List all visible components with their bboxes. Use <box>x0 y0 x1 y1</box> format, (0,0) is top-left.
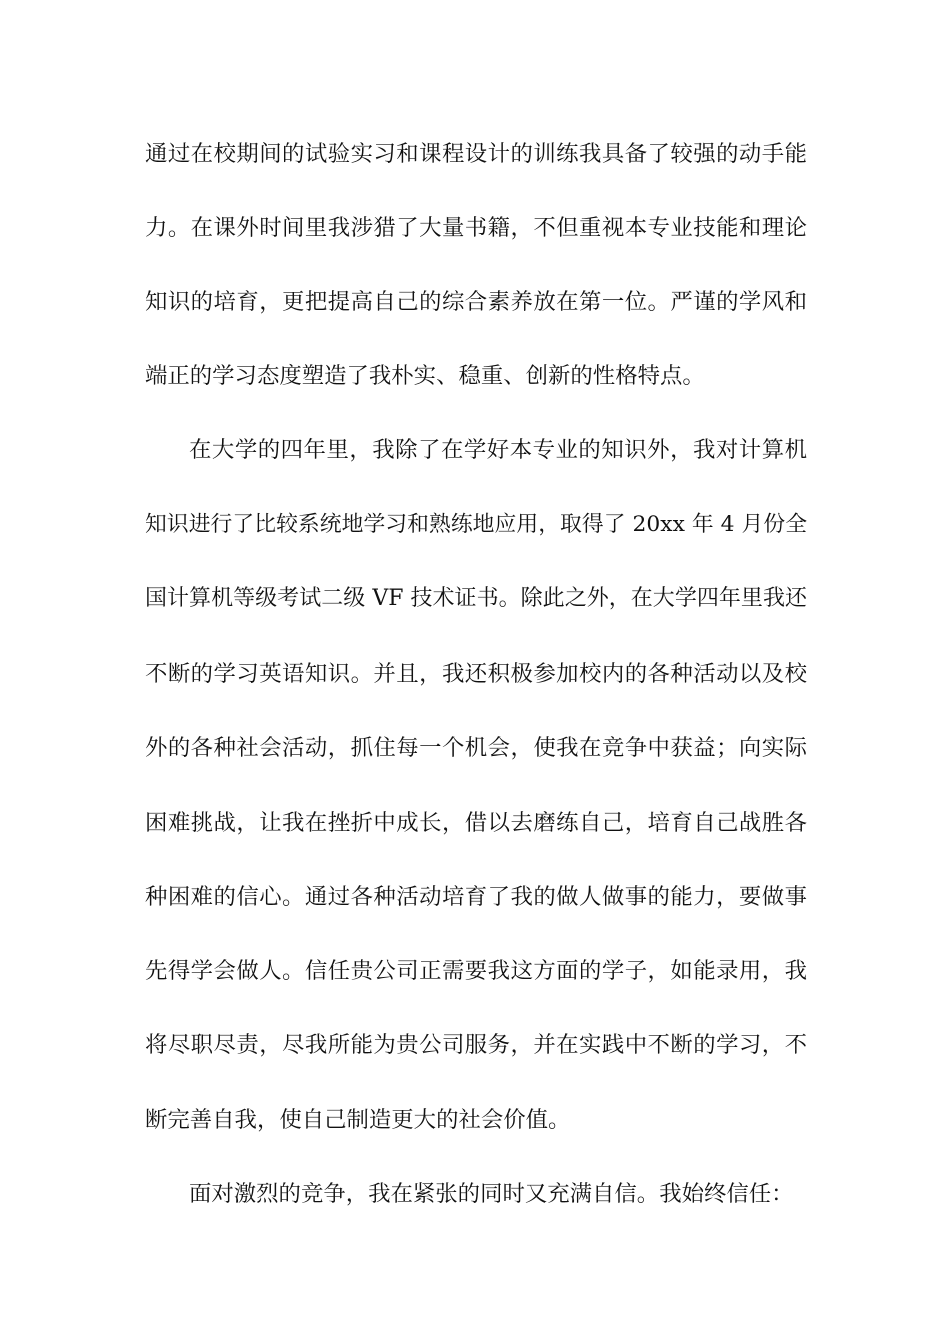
text-line-4: 端正的学习态度塑造了我朴实、稳重、创新的性格特点。 <box>145 363 705 389</box>
text-line-2: 力。在课外时间里我涉猎了大量书籍，不但重视本专业技能和理论 <box>145 215 807 241</box>
paragraph-3-first-line: 面对激烈的竞争，我在紧张的同时又充满自信。我始终信任： <box>189 1181 794 1207</box>
text-line-1: 通过在校期间的试验实习和课程设计的训练我具备了较强的动手能 <box>145 141 807 167</box>
text-line-7: 国计算机等级考试二级 VF 技术证书。除此之外，在大学四年里我还 <box>145 586 807 611</box>
text-line-10: 困难挑战，让我在挫折中成长，借以去磨练自己，培育自己战胜各 <box>145 810 807 836</box>
text-line-6: 知识进行了比较系统地学习和熟练地应用，取得了 20xx 年 4 月份全 <box>145 512 807 537</box>
text-line-8: 不断的学习英语知识。并且，我还积极参加校内的各种活动以及校 <box>145 661 807 687</box>
text-line-12: 先得学会做人。信任贵公司正需要我这方面的学子，如能录用，我 <box>145 958 807 984</box>
text-line-9: 外的各种社会活动，抓住每一个机会，使我在竞争中获益；向实际 <box>145 735 807 761</box>
text-line-14: 断完善自我，使自己制造更大的社会价值。 <box>145 1107 571 1133</box>
paragraph-2-first-line: 在大学的四年里，我除了在学好本专业的知识外，我对计算机 <box>189 437 807 463</box>
text-line-11: 种困难的信心。通过各种活动培育了我的做人做事的能力，要做事 <box>145 884 807 910</box>
text-line-3: 知识的培育，更把提高自己的综合素养放在第一位。严谨的学风和 <box>145 289 807 315</box>
text-line-13: 将尽职尽责，尽我所能为贵公司服务，并在实践中不断的学习，不 <box>145 1032 807 1058</box>
